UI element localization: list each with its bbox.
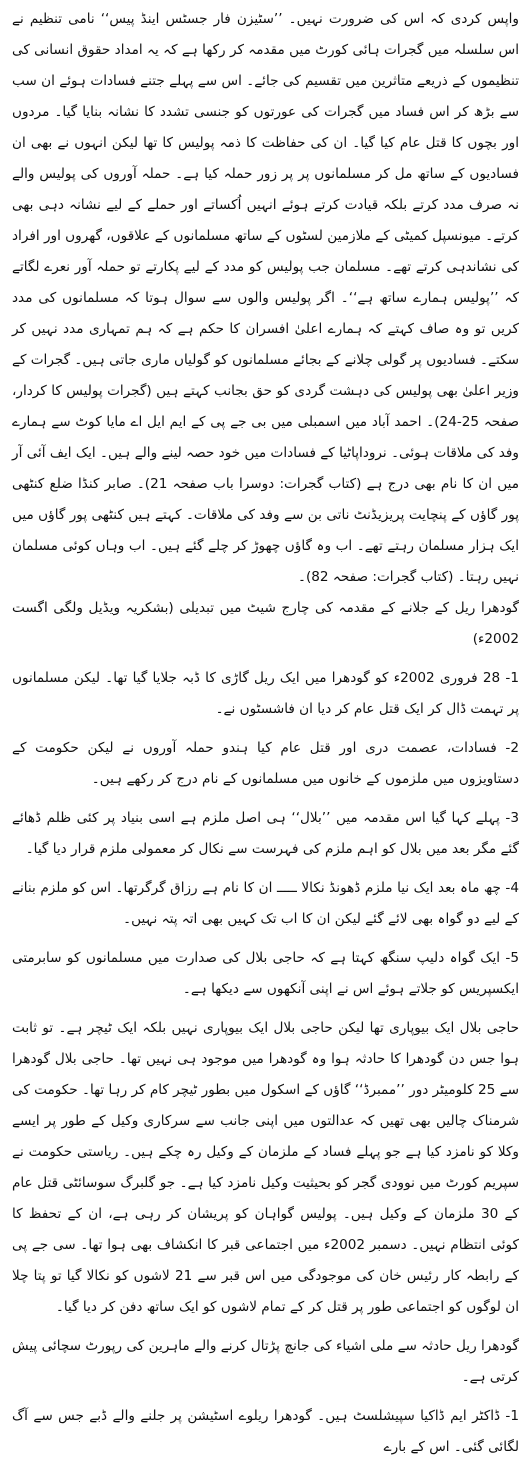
list-item-5: 5- ایک گواہ دلیپ سنگھ کہتا ہے کہ حاجی بلال کی صدارت میں مسلمانوں کو سابرمتی ایکسپریس کو جلاتے ہوئے اس نے اپنی آنکھوں سے دیکھا ہے۔	[12, 950, 519, 997]
section-heading-expert-report: گودھرا ریل حادثہ سے ملی اشیاء کی جانچ پڑتال کرنے والے ماہرین کی رپورٹ سچائی پیش کرتی ہے۔	[12, 1338, 519, 1385]
list-item-3: 3- پہلے کہا گیا اس مقدمہ میں ’’بلال‘‘ ہی اصل ملزم ہے اسی بنیاد پر کئی ظلم ڈھائے گئے مگر بعد میں بلال کو اہم ملزم کی فہرست سے نکال کر معمولی ملزم قرار دیا گیا۔	[12, 810, 519, 857]
list-item-2: 2- فسادات، عصمت دری اور قتل عام کیا ہندو حملہ آوروں نے لیکن حکومت کے دستاویزوں میں ملزموں کے خانوں میں مسلمانوں کے نام درج کر رکھے ہیں۔	[12, 740, 519, 787]
list-item-report-1: 1- ڈاکٹر ایم ڈاکیا سپیشلسٹ ہیں۔ گودھرا ریلوے اسٹیشن پر جلنے والے ڈبے جس سے آگ لگائی گئی۔ اس کے بارے	[12, 1408, 519, 1455]
body-paragraph-intro: واپس کردی کہ اس کی ضرورت نہیں۔ ’’سٹیزن فار جسٹس اینڈ پیس‘‘ نامی تنظیم نے اس سلسلہ میں گجرات ہائی کورٹ میں مقدمہ کر رکھا ہے کہ یہ امداد حقوق انسانی کی تنظیموں کے ذریعے متاثرین میں تقسیم کی جائے۔ اس سے پہلے جتنے فسادات ہوئے ان سب سے بڑھ کر اس فساد میں گجرات کی عورتوں کو جنسی تشدد کا نشانہ بنایا گیا۔ مردوں اور بچوں کا قتل عام کیا گیا۔ ان کی حفاظت کا ذمہ پولیس کا تھا لیکن انہوں نے بھی ان فسادیوں کے ساتھ مل کر مسلمانوں پر پر زور حملہ کیا ہے۔ حملہ آوروں کی پولیس والے نہ صرف مدد کرتے بلکہ قیادت کرتے ہوئے انہیں اُکساتے اور حملے کے لیے نشانہ دہی بھی کرتے۔ میونسپل کمیٹی کے ملازمین لسٹوں کے ساتھ مسلمانوں کے علاقوں، گھروں اور افراد کی نشاندہی کرتے تھے۔ مسلمان جب پولیس کو مدد کے لیے پکارتے تو حملہ آور نعرے لگاتے کہ ’’پولیس ہمارے ساتھ ہے‘‘۔ اگر پولیس والوں سے سوال ہوتا کہ مسلمانوں کی مدد کریں تو وہ صاف کہتے کہ ہمارے اعلیٰ افسران کا حکم ہے کہ ہم تمہاری مدد نہیں کر سکتے۔ فسادیوں پر گولی چلانے کے بجائے مسلمانوں کو گولیاں ماری جاتی ہیں۔ گجرات کے وزیر اعلیٰ بھی پولیس کی دہشت گردی کو حق بجانب کہتے ہیں (گجرات پولیس کا کردار، صفحہ 25-24)۔ احمد آباد میں اسمبلی میں بی جے پی کے ایم ایل اے مایا کوٹ سے ہمارے وفد کی ملاقات ہوئی۔ نروداپاٹیا کے فسادات میں خود حصہ لینے والے ہیں۔ ایک ایف آئی آر میں ان کا نام بھی درج ہے (کتاب گجرات: دوسرا باب صفحہ 21)۔ صابر کنڈا ضلع کنٹھی پور گاؤں کے پنچایت پریزیڈنٹ ناتی بن سے وفد کی ملاقات۔ کہتے ہیں کنٹھی پور گاؤں میں ایک ہزار مسلمان رہتے تھے۔ اب وہ گاؤں چھوڑ کر چلے گئے ہیں۔ اب وہاں کوئی مسلمان نہیں رہتا۔ (کتاب گجرات: صفحہ 82)۔	[12, 11, 519, 585]
list-item-1: 1- 28 فروری 2002ء کو گودھرا میں ایک ریل گاڑی کا ڈبہ جلایا گیا تھا۔ لیکن مسلمانوں پر تہمت ڈال کر ایک قتل عام کر دیا ان فاشسٹوں نے۔	[12, 670, 519, 717]
section-heading-charge-sheet: گودھرا ریل کے جلانے کے مقدمہ کی چارج شیٹ میں تبدیلی (بشکریہ ویڈیل ولگی اگست 2002ء)	[12, 600, 519, 647]
list-item-4: 4- چھ ماہ بعد ایک نیا ملزم ڈھونڈ نکالا ـــــ ان کا نام ہے رزاق گرگرتھا۔ اس کو ملزم بنانے کے لیے دو گواہ بھی لائے گئے لیکن ان کا اب تک کہیں بھی اتہ پتہ نہیں۔	[12, 880, 519, 927]
body-paragraph-haji-bilal: حاجی بلال ایک بیوپاری تھا لیکن حاجی بلال ایک بیوپاری نہیں بلکہ ایک ٹیچر ہے۔ تو ثابت ہوا جس دن گودھرا کا حادثہ ہوا وہ گودھرا میں موجود ہی نہیں تھا۔ حاجی بلال گودھرا سے 25 کلومیٹر دور ’’ممبرڈ‘‘ گاؤں کے اسکول میں بطور ٹیچر کام کر رہا تھا۔ حکومت کی شرمناک چالیں بھی تھیں کہ عدالتوں میں اپنی جانب سے سرکاری وکیل کے طور پر ایسے وکلا کو نامزد کیا ہے جو پہلے فساد کے ملزمان کے وکیل رہ چکے ہیں۔ ریاستی حکومت نے سپریم کورٹ میں نوودی گجر کو بحیثیت وکیل نامزد کیا ہے۔ جو گلبرگ سوسائٹی قتل عام کے 30 ملزمان کے وکیل ہیں۔ پولیس گواہان کو پریشان کر رہی ہے، ان کے تحفظ کا کوئی انتظام نہیں۔ دسمبر 2002ء میں اجتماعی قبر کا انکشاف بھی ہوا تھا۔ سی جے پی کے رابطہ کار رئیس خان کی موجودگی میں اس قبر سے 21 لاشوں کو نکالا گیا تو پتا چلا ان لوگوں کو اجتماعی طور پر قتل کر کے تمام لاشوں کو ایک ساتھ دفن کر دیا گیا۔	[12, 1020, 519, 1315]
